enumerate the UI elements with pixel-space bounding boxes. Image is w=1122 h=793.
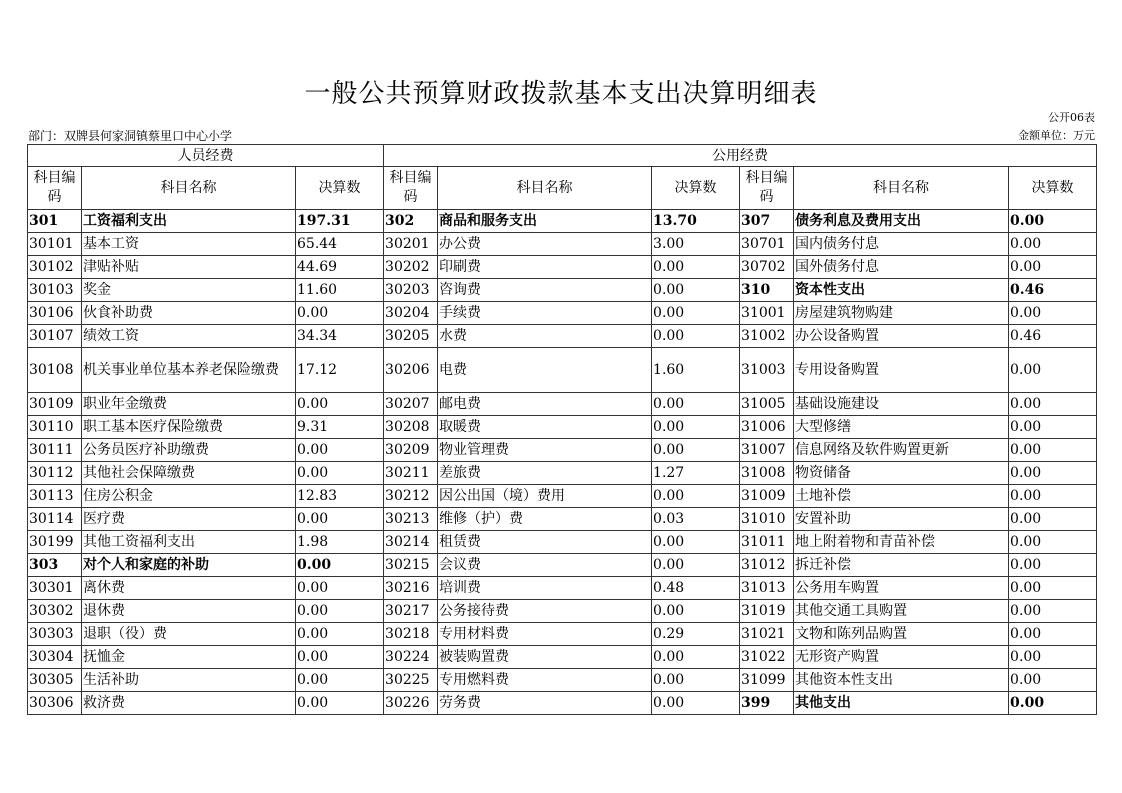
cell-name: 抚恤金 <box>82 646 296 669</box>
cell-amount: 0.00 <box>296 623 384 646</box>
cell-code: 30218 <box>384 623 438 646</box>
cell-amount: 0.48 <box>652 577 740 600</box>
cell-code: 30212 <box>384 485 438 508</box>
cell-amount: 197.31 <box>296 210 384 233</box>
cell-name: 物业管理费 <box>438 439 652 462</box>
cell-amount: 0.00 <box>652 256 740 279</box>
cell-amount: 0.00 <box>652 669 740 692</box>
cell-code: 30101 <box>28 233 82 256</box>
header-amount: 决算数 <box>652 167 740 210</box>
cell-name: 拆迁补偿 <box>794 554 1009 577</box>
cell-name: 取暖费 <box>438 416 652 439</box>
table-row <box>28 600 1097 623</box>
table-row <box>28 531 1097 554</box>
cell-code: 31001 <box>740 302 794 325</box>
cell-name: 劳务费 <box>438 692 652 715</box>
header-code: 科目编码 <box>28 167 82 210</box>
cell-code: 30103 <box>28 279 82 302</box>
group-header-personnel: 人员经费 <box>28 145 384 167</box>
cell-amount: 0.00 <box>1009 256 1097 279</box>
cell-amount: 0.00 <box>296 462 384 485</box>
cell-name: 退职（役）费 <box>82 623 296 646</box>
cell-name: 生活补助 <box>82 669 296 692</box>
cell-name: 地上附着物和青苗补偿 <box>794 531 1009 554</box>
cell-name: 医疗费 <box>82 508 296 531</box>
header-amount: 决算数 <box>1009 167 1097 210</box>
cell-amount: 0.00 <box>296 669 384 692</box>
cell-name: 国内债务付息 <box>794 233 1009 256</box>
cell-amount: 0.00 <box>1009 692 1097 715</box>
cell-code: 307 <box>740 210 794 233</box>
cell-name: 职业年金缴费 <box>82 393 296 416</box>
table-row <box>28 508 1097 531</box>
cell-name: 因公出国（境）费用 <box>438 485 652 508</box>
cell-amount: 1.60 <box>652 348 740 393</box>
cell-amount: 0.00 <box>1009 210 1097 233</box>
cell-amount: 34.34 <box>296 325 384 348</box>
cell-amount: 0.00 <box>1009 577 1097 600</box>
table-body <box>28 210 1097 715</box>
cell-code: 30303 <box>28 623 82 646</box>
cell-amount: 0.00 <box>1009 302 1097 325</box>
cell-amount: 0.46 <box>1009 279 1097 302</box>
cell-code: 30306 <box>28 692 82 715</box>
cell-code: 30211 <box>384 462 438 485</box>
cell-amount: 9.31 <box>296 416 384 439</box>
header-name: 科目名称 <box>438 167 652 210</box>
cell-name: 咨询费 <box>438 279 652 302</box>
cell-name: 伙食补助费 <box>82 302 296 325</box>
cell-amount: 0.00 <box>652 279 740 302</box>
cell-name: 津贴补贴 <box>82 256 296 279</box>
table-row <box>28 279 1097 302</box>
table-row <box>28 416 1097 439</box>
cell-amount: 0.00 <box>296 302 384 325</box>
cell-code: 30702 <box>740 256 794 279</box>
cell-name: 专用设备购置 <box>794 348 1009 393</box>
cell-amount: 0.29 <box>652 623 740 646</box>
cell-code: 310 <box>740 279 794 302</box>
page-title: 一般公共预算财政拨款基本支出决算明细表 <box>304 79 818 109</box>
cell-amount: 0.00 <box>296 554 384 577</box>
cell-code: 31012 <box>740 554 794 577</box>
cell-amount: 0.00 <box>1009 439 1097 462</box>
amount-unit-label: 金额单位：万元 <box>1018 129 1095 142</box>
cell-code: 399 <box>740 692 794 715</box>
cell-amount: 0.00 <box>652 302 740 325</box>
cell-code: 30206 <box>384 348 438 393</box>
table-row <box>28 554 1097 577</box>
cell-name: 公务用车购置 <box>794 577 1009 600</box>
table-row <box>28 623 1097 646</box>
cell-amount: 0.00 <box>296 439 384 462</box>
cell-amount: 0.00 <box>1009 485 1097 508</box>
cell-amount: 0.00 <box>1009 646 1097 669</box>
cell-code: 30201 <box>384 233 438 256</box>
cell-code: 31003 <box>740 348 794 393</box>
cell-code: 303 <box>28 554 82 577</box>
cell-code: 31010 <box>740 508 794 531</box>
cell-name: 资本性支出 <box>794 279 1009 302</box>
cell-amount: 0.00 <box>1009 508 1097 531</box>
cell-code: 30203 <box>384 279 438 302</box>
cell-name: 住房公积金 <box>82 485 296 508</box>
table-row <box>28 577 1097 600</box>
table-row <box>28 256 1097 279</box>
table-row <box>28 348 1097 393</box>
cell-amount: 12.83 <box>296 485 384 508</box>
table-row <box>28 439 1097 462</box>
cell-code: 31006 <box>740 416 794 439</box>
cell-code: 30208 <box>384 416 438 439</box>
cell-code: 31009 <box>740 485 794 508</box>
cell-amount: 0.00 <box>1009 348 1097 393</box>
cell-name: 绩效工资 <box>82 325 296 348</box>
cell-name: 公务接待费 <box>438 600 652 623</box>
cell-code: 30302 <box>28 600 82 623</box>
cell-name: 其他工资福利支出 <box>82 531 296 554</box>
cell-amount: 1.98 <box>296 531 384 554</box>
cell-amount: 0.00 <box>296 600 384 623</box>
header-code: 科目编码 <box>384 167 438 210</box>
department-label: 部门：双牌县何家洞镇蔡里口中心小学 <box>28 129 233 143</box>
cell-code: 30109 <box>28 393 82 416</box>
cell-amount: 0.00 <box>652 554 740 577</box>
cell-amount: 3.00 <box>652 233 740 256</box>
cell-code: 31005 <box>740 393 794 416</box>
cell-code: 30225 <box>384 669 438 692</box>
cell-name: 培训费 <box>438 577 652 600</box>
table-row <box>28 692 1097 715</box>
cell-code: 30205 <box>384 325 438 348</box>
cell-code: 30110 <box>28 416 82 439</box>
cell-code: 31007 <box>740 439 794 462</box>
cell-name: 手续费 <box>438 302 652 325</box>
cell-name: 安置补助 <box>794 508 1009 531</box>
cell-amount: 0.00 <box>296 577 384 600</box>
table-row <box>28 302 1097 325</box>
cell-code: 30202 <box>384 256 438 279</box>
cell-name: 电费 <box>438 348 652 393</box>
cell-name: 职工基本医疗保险缴费 <box>82 416 296 439</box>
cell-code: 30111 <box>28 439 82 462</box>
cell-code: 301 <box>28 210 82 233</box>
cell-name: 信息网络及软件购置更新 <box>794 439 1009 462</box>
header-amount: 决算数 <box>296 167 384 210</box>
cell-amount: 44.69 <box>296 256 384 279</box>
cell-code: 30301 <box>28 577 82 600</box>
table-row <box>28 669 1097 692</box>
cell-amount: 0.00 <box>652 646 740 669</box>
cell-code: 31019 <box>740 600 794 623</box>
cell-code: 30204 <box>384 302 438 325</box>
cell-amount: 11.60 <box>296 279 384 302</box>
cell-name: 退休费 <box>82 600 296 623</box>
table-row <box>28 210 1097 233</box>
cell-name: 离休费 <box>82 577 296 600</box>
cell-name: 基本工资 <box>82 233 296 256</box>
cell-code: 302 <box>384 210 438 233</box>
form-number: 公开06表 <box>1048 111 1095 124</box>
cell-name: 对个人和家庭的补助 <box>82 554 296 577</box>
cell-name: 土地补偿 <box>794 485 1009 508</box>
cell-code: 30207 <box>384 393 438 416</box>
cell-code: 31011 <box>740 531 794 554</box>
cell-amount: 0.00 <box>1009 600 1097 623</box>
cell-name: 其他社会保障缴费 <box>82 462 296 485</box>
cell-code: 30113 <box>28 485 82 508</box>
cell-amount: 17.12 <box>296 348 384 393</box>
cell-code: 31099 <box>740 669 794 692</box>
cell-name: 无形资产购置 <box>794 646 1009 669</box>
cell-amount: 0.00 <box>296 646 384 669</box>
cell-code: 30701 <box>740 233 794 256</box>
cell-code: 30226 <box>384 692 438 715</box>
cell-name: 印刷费 <box>438 256 652 279</box>
cell-amount: 0.00 <box>296 692 384 715</box>
table-row <box>28 393 1097 416</box>
cell-code: 30304 <box>28 646 82 669</box>
cell-amount: 0.00 <box>296 508 384 531</box>
header-name: 科目名称 <box>82 167 296 210</box>
cell-amount: 0.00 <box>1009 531 1097 554</box>
cell-amount: 0.00 <box>1009 554 1097 577</box>
cell-name: 债务利息及费用支出 <box>794 210 1009 233</box>
cell-amount: 0.03 <box>652 508 740 531</box>
cell-name: 机关事业单位基本养老保险缴费 <box>82 348 296 393</box>
table-row <box>28 325 1097 348</box>
cell-amount: 1.27 <box>652 462 740 485</box>
cell-code: 31021 <box>740 623 794 646</box>
cell-name: 公务员医疗补助缴费 <box>82 439 296 462</box>
cell-name: 其他交通工具购置 <box>794 600 1009 623</box>
cell-code: 30215 <box>384 554 438 577</box>
cell-name: 会议费 <box>438 554 652 577</box>
cell-code: 30102 <box>28 256 82 279</box>
cell-name: 专用燃料费 <box>438 669 652 692</box>
cell-name: 房屋建筑物购建 <box>794 302 1009 325</box>
cell-code: 30305 <box>28 669 82 692</box>
cell-name: 租赁费 <box>438 531 652 554</box>
budget-detail-table <box>27 144 1097 715</box>
cell-amount: 0.00 <box>1009 233 1097 256</box>
cell-name: 被装购置费 <box>438 646 652 669</box>
cell-amount: 0.00 <box>652 531 740 554</box>
cell-name: 专用材料费 <box>438 623 652 646</box>
cell-amount: 0.00 <box>1009 416 1097 439</box>
table-row <box>28 485 1097 508</box>
cell-code: 31002 <box>740 325 794 348</box>
cell-name: 基础设施建设 <box>794 393 1009 416</box>
table-row <box>28 646 1097 669</box>
table-row <box>28 233 1097 256</box>
cell-code: 30114 <box>28 508 82 531</box>
cell-code: 30209 <box>384 439 438 462</box>
group-header-public: 公用经费 <box>384 145 1097 167</box>
cell-name: 其他资本性支出 <box>794 669 1009 692</box>
cell-name: 工资福利支出 <box>82 210 296 233</box>
cell-name: 其他支出 <box>794 692 1009 715</box>
cell-name: 邮电费 <box>438 393 652 416</box>
cell-code: 30217 <box>384 600 438 623</box>
cell-amount: 13.70 <box>652 210 740 233</box>
cell-amount: 0.00 <box>1009 669 1097 692</box>
cell-amount: 0.00 <box>652 325 740 348</box>
cell-code: 31008 <box>740 462 794 485</box>
header-code: 科目编码 <box>740 167 794 210</box>
cell-amount: 0.00 <box>652 600 740 623</box>
cell-name: 差旅费 <box>438 462 652 485</box>
cell-amount: 0.00 <box>1009 623 1097 646</box>
cell-amount: 0.00 <box>1009 393 1097 416</box>
table-row <box>28 462 1097 485</box>
cell-name: 国外债务付息 <box>794 256 1009 279</box>
cell-name: 奖金 <box>82 279 296 302</box>
cell-amount: 0.46 <box>1009 325 1097 348</box>
cell-name: 文物和陈列品购置 <box>794 623 1009 646</box>
cell-name: 维修（护）费 <box>438 508 652 531</box>
cell-code: 30199 <box>28 531 82 554</box>
cell-code: 30107 <box>28 325 82 348</box>
cell-name: 物资储备 <box>794 462 1009 485</box>
cell-code: 30224 <box>384 646 438 669</box>
cell-code: 30112 <box>28 462 82 485</box>
cell-code: 31013 <box>740 577 794 600</box>
cell-name: 水费 <box>438 325 652 348</box>
cell-code: 30213 <box>384 508 438 531</box>
cell-name: 救济费 <box>82 692 296 715</box>
cell-name: 办公设备购置 <box>794 325 1009 348</box>
cell-code: 30106 <box>28 302 82 325</box>
header-name: 科目名称 <box>794 167 1009 210</box>
cell-name: 办公费 <box>438 233 652 256</box>
cell-name: 大型修缮 <box>794 416 1009 439</box>
cell-amount: 0.00 <box>652 416 740 439</box>
cell-amount: 65.44 <box>296 233 384 256</box>
cell-amount: 0.00 <box>652 485 740 508</box>
cell-name: 商品和服务支出 <box>438 210 652 233</box>
cell-amount: 0.00 <box>652 692 740 715</box>
cell-code: 30108 <box>28 348 82 393</box>
cell-code: 30214 <box>384 531 438 554</box>
cell-code: 30216 <box>384 577 438 600</box>
cell-amount: 0.00 <box>652 393 740 416</box>
cell-amount: 0.00 <box>296 393 384 416</box>
cell-code: 31022 <box>740 646 794 669</box>
cell-amount: 0.00 <box>1009 462 1097 485</box>
cell-amount: 0.00 <box>652 439 740 462</box>
